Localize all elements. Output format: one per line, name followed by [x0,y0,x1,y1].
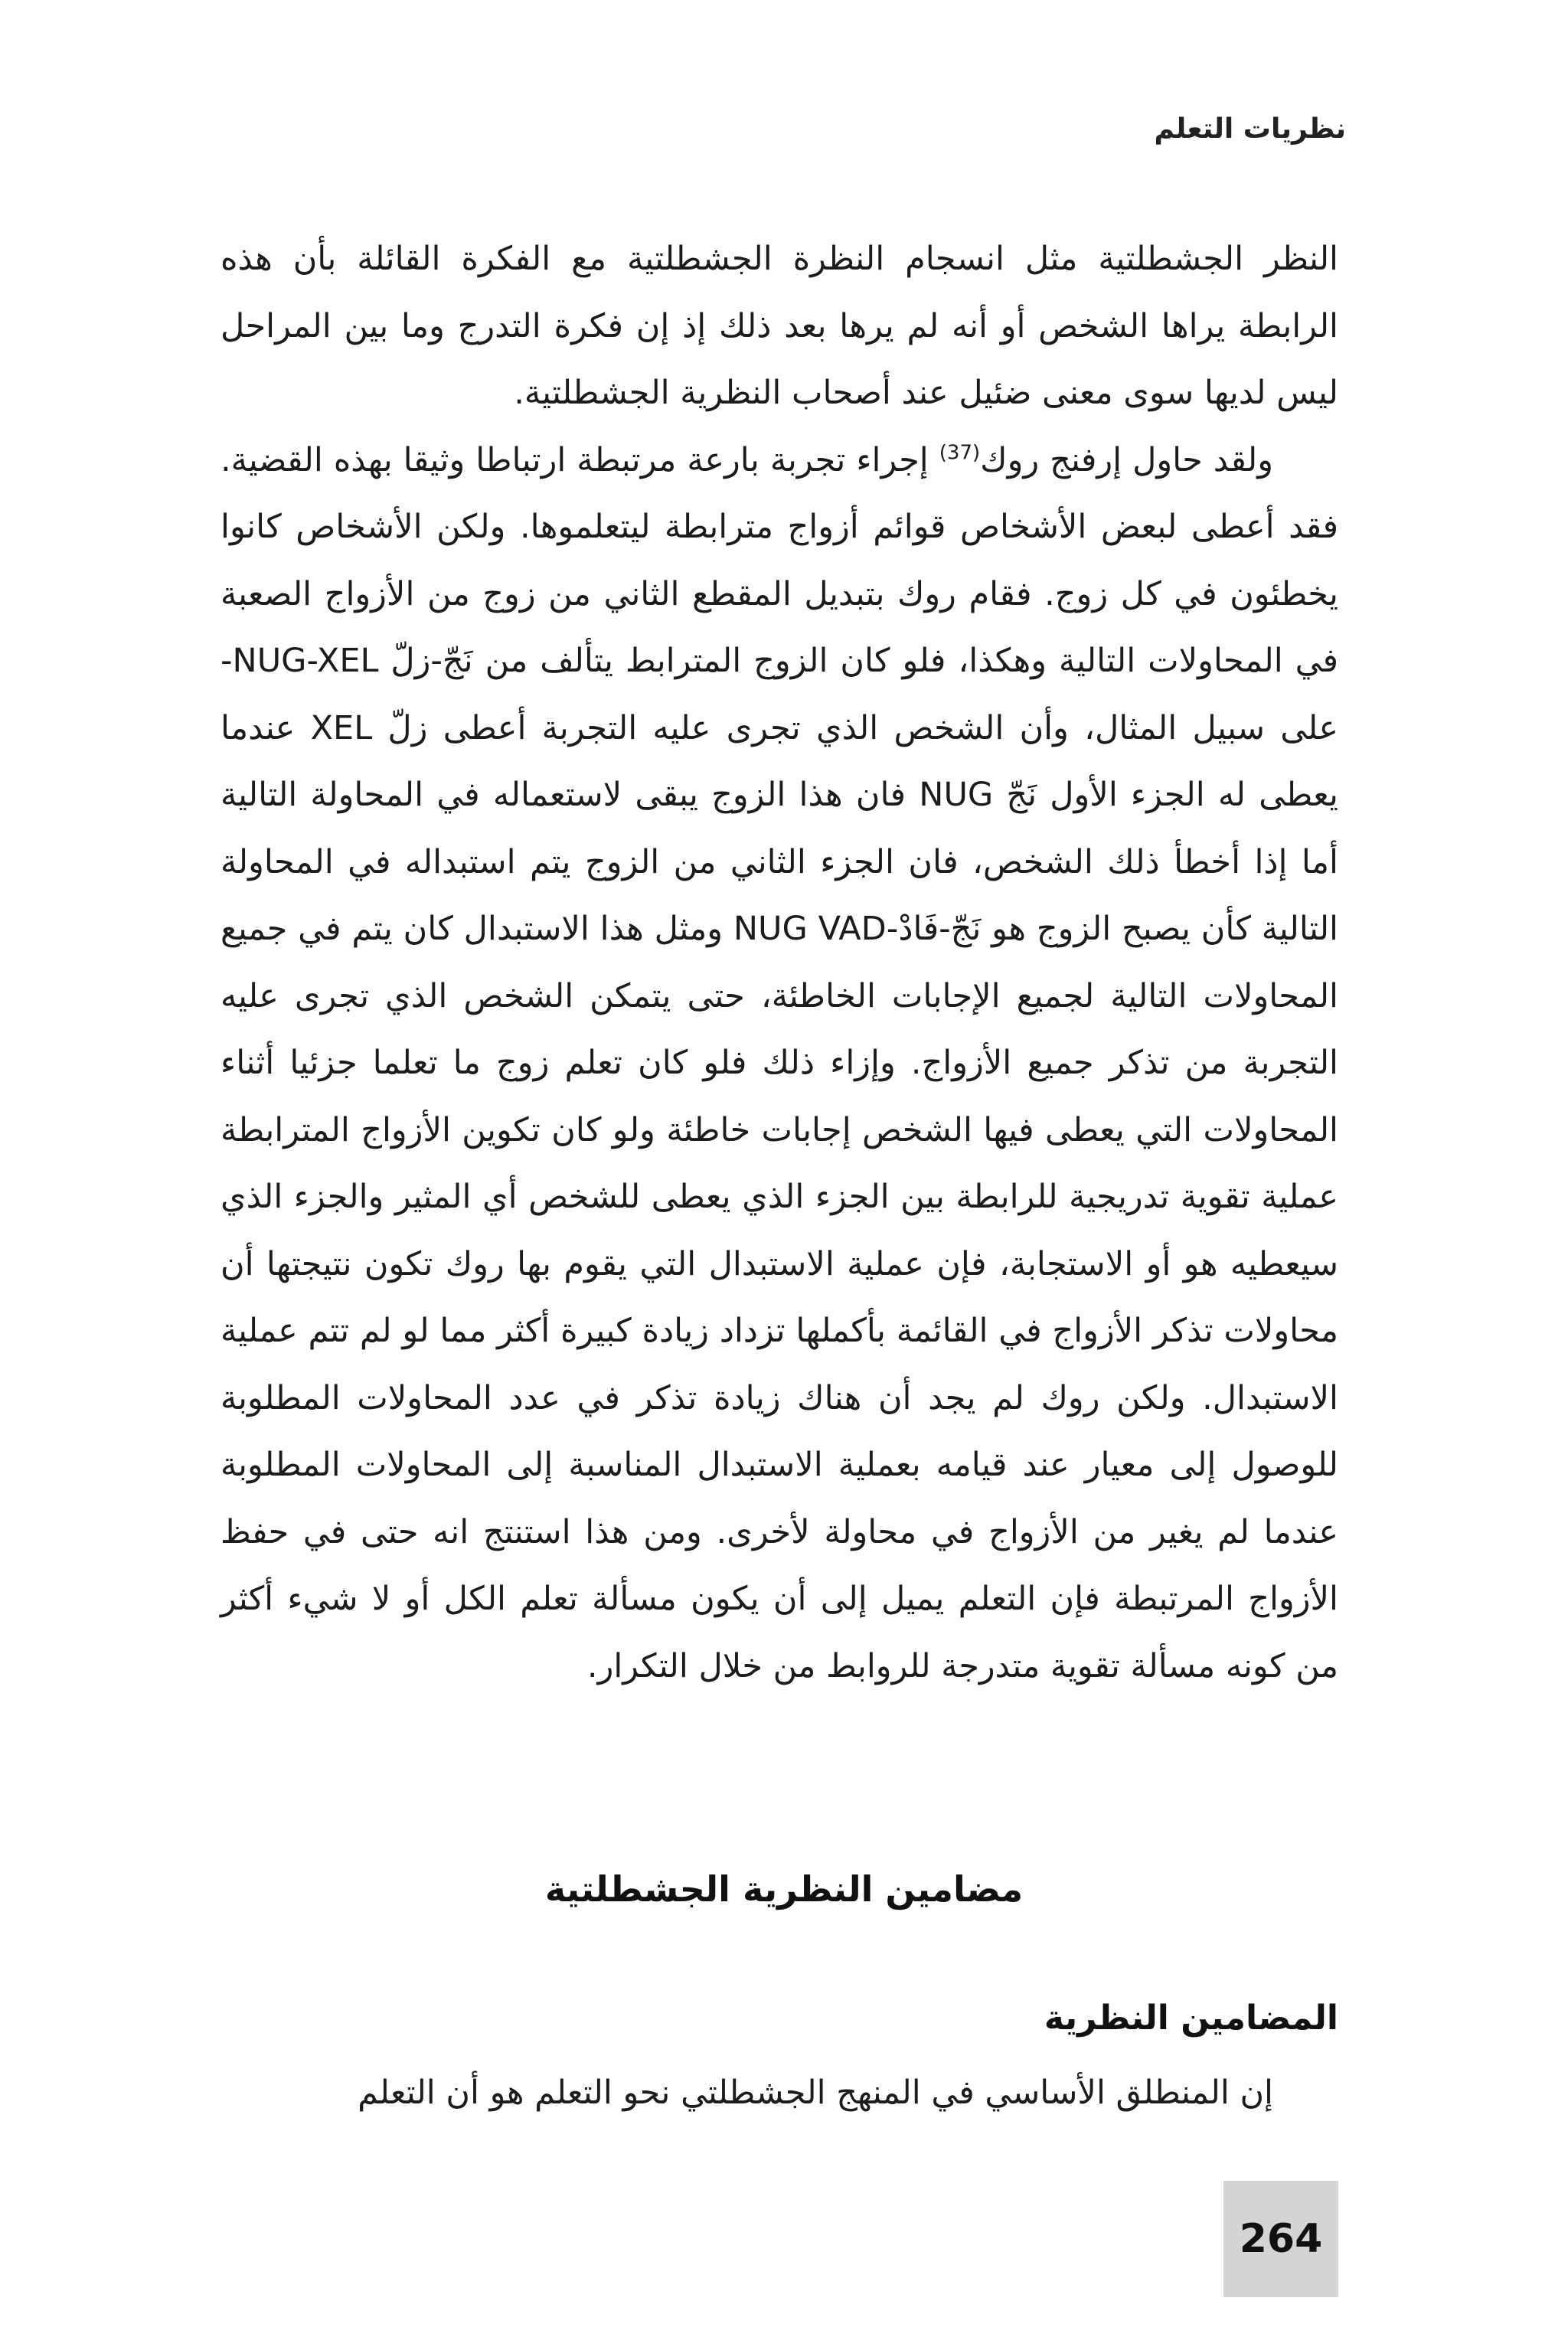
running-header: نظريات التعلم [1154,113,1346,145]
paragraph-text: ولقد حاول إرفنج روك [980,440,1273,479]
paragraph-text: إجراء تجربة بارعة مرتبطة ارتباطا وثيقا بهذه القضية. فقد أعطى لبعض الأشخاص قوائم أزواج مترابطة ليتعلموها. ولكن الأشخاص كانوا يخطئون في كل زوج. فقام روك بتبديل المقطع الثاني من زوج من الأزواج الصعبة في المحاولات التالية وهكذا، فلو كان الزوج المترابط يتألف من نَجّ-زلّ NUG-XEL-على سبيل المثال، وأن الشخص الذي تجرى عليه التجربة أعطى زلّ XEL عندما يعطى له الجزء الأول نَجّ NUG فان هذا الزوج يبقى لاستعماله في المحاولة التالية أما إذا أخطأ ذلك الشخص، فان الجزء الثاني من الزوج يتم استبداله في المحاولة التالية كأن يصبح الزوج هو نَجّ-فَادْ-NUG VAD ومثل هذا الاستبدال كان يتم في جميع المحاولات التالية لجميع الإجابات الخاطئة، حتى يتمكن الشخص الذي تجرى عليه التجربة من تذكر جميع الأزواج. وإزاء ذلك فلو كان تعلم زوج ما تعلما جزئيا أثناء المحاولات التي يعطى فيها الشخص إجابات خاطئة ولو كان تكوين الأزواج المترابطة عملية تقوية تدريجية للرابطة بين الجزء الذي يعطى للشخص أي المثير والجزء الذي سيعطيه هو أو الاستجابة، فإن عملية الاستبدال التي يقوم بها روك تكون نتيجتها أن محاولات تذكر الأزواج في القائمة بأكملها تزداد زيادة كبيرة أكثر مما لو لم تتم عملية الاستبدال. ولكن روك لم يجد أن هناك زيادة تذكر في عدد المحاولات المطلوبة للوصول إلى معيار عند قيامه بعملية الاستبدال المناسبة إلى المحاولات المطلوبة عندما لم يغير من الأزواج في محاولة لأخرى. ومن هذا استنتج انه حتى في حفظ الأزواج المرتبطة فإن التعلم يميل إلى أن يكون مسألة تعلم الكل أو لا شيء أكثر من كونه مسألة تقوية متدرجة للروابط من خلال التكرار. [220,440,1338,1685]
subheading: المضامين النظرية [1044,1999,1338,2038]
footnote-reference: (37) [939,441,981,465]
paragraph: إن المنطلق الأساسي في المنهج الجشطلتي نحو التعلم هو أن التعلم [358,2074,1273,2112]
paragraph: النظر الجشطلتية مثل انسجام النظرة الجشطلتية مع الفكرة القائلة بأن هذه الرابطة يراها الشخص أو أنه لم يرها بعد ذلك إذ إن فكرة التدرج وما بين المراحل ليس لديها سوى معنى ضئيل عند أصحاب النظرية الجشطلتية. [220,240,1338,412]
body-text [220,226,1338,1700]
page-number-box [1223,2181,1338,2297]
section-title: مضامين النظرية الجشطلتية [544,1868,1024,1910]
page-number: 264 [1239,2216,1323,2262]
paragraph [220,427,1338,1701]
